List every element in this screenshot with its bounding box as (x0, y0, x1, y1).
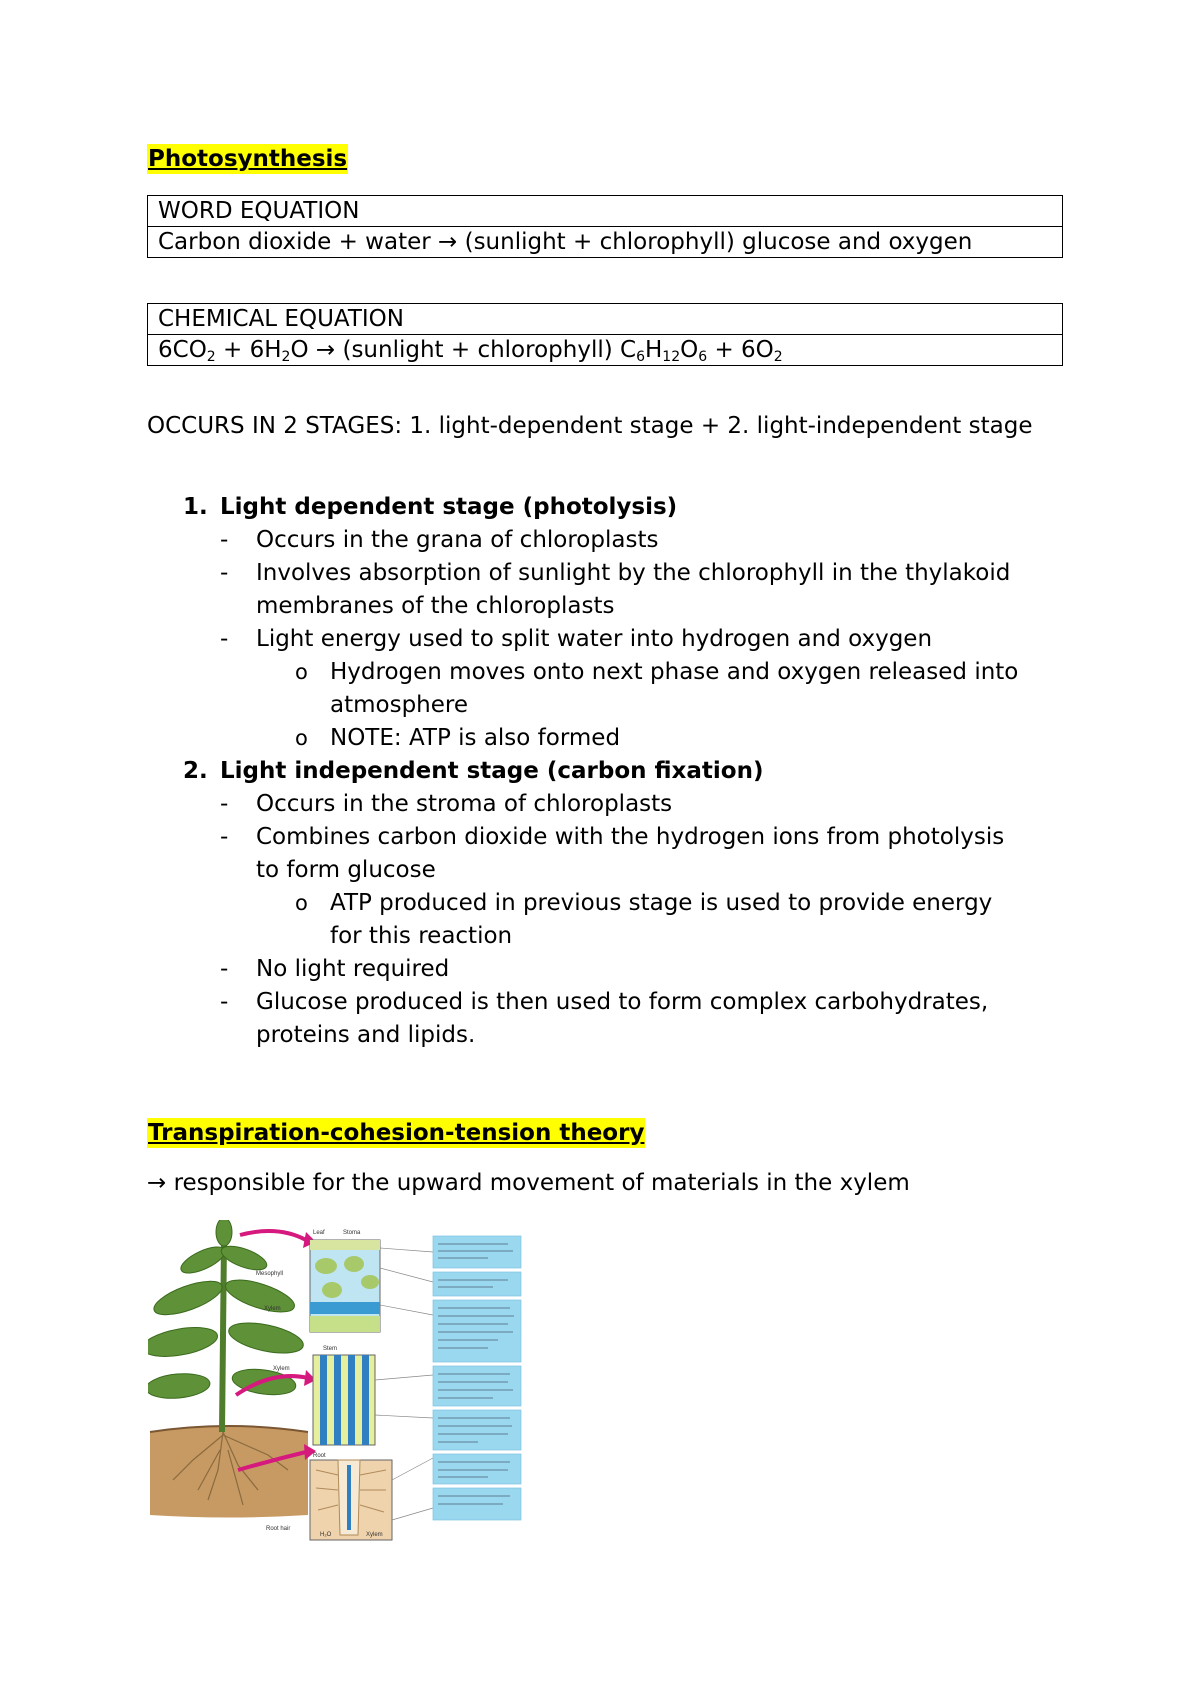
stage1-bullet: Light energy used to split water into hydrogen and oxygen (256, 626, 933, 652)
stage2-bullet-cont: proteins and lipids. (256, 1022, 476, 1048)
figure-label-xylem: Xylem (273, 1366, 290, 1372)
chemical-equation-table (147, 303, 1063, 366)
stage2-sub-bullet: ATP produced in previous stage is used to provide energy (330, 890, 993, 916)
soil-shape (150, 1426, 308, 1518)
stage2-bullet: Combines carbon dioxide with the hydrogen ions from photolysis (256, 824, 1005, 850)
figure-label-stoma: Stoma (343, 1230, 361, 1236)
stage1-number: 1. (183, 494, 208, 520)
transpiration-diagram (148, 1220, 528, 1542)
bullet-marker: - (220, 560, 229, 586)
transpiration-description: → responsible for the upward movement of materials in the xylem (147, 1170, 910, 1196)
transpiration-heading: Transpiration-cohesion-tension theory (148, 1120, 645, 1146)
stage1-sub-bullet-cont: atmosphere (330, 692, 468, 718)
figure-label-xylem: Xylem (366, 1532, 383, 1538)
figure-label-stem: Stem (323, 1346, 338, 1352)
stage1-title: Light dependent stage (photolysis) (220, 494, 678, 520)
figure-label-mesophyll: Mesophyll (256, 1271, 284, 1277)
word-equation-table (147, 195, 1063, 258)
bullet-marker: - (220, 626, 229, 652)
sub-bullet-marker: o (295, 726, 308, 750)
bullet-marker: - (220, 956, 229, 982)
stage2-sub-bullet-cont: for this reaction (330, 923, 513, 949)
sub-bullet-marker: o (295, 660, 308, 684)
stage2-bullet: No light required (256, 956, 450, 982)
photosynthesis-heading: Photosynthesis (148, 146, 348, 172)
stage2-bullet: Glucose produced is then used to form complex carbohydrates, (256, 989, 989, 1015)
chemical-equation-label: CHEMICAL EQUATION (158, 306, 404, 332)
figure-label-root-hair: Root hair (266, 1526, 291, 1532)
stage2-bullet-cont: to form glucose (256, 857, 436, 883)
stage1-bullet-cont: membranes of the chloroplasts (256, 593, 615, 619)
figure-label-water: H₂O (320, 1532, 332, 1538)
sub-bullet-marker: o (295, 891, 308, 915)
word-equation-label: WORD EQUATION (158, 198, 360, 224)
stage2-number: 2. (183, 758, 208, 784)
bullet-marker: - (220, 791, 229, 817)
figure-label-xylem: Xylem (264, 1306, 281, 1312)
figure-label-leaf: Leaf (313, 1230, 325, 1236)
figure-label-root: Root (313, 1453, 326, 1459)
bullet-marker: - (220, 824, 229, 850)
stage2-title: Light independent stage (carbon fixation) (220, 758, 764, 784)
stage1-bullet: Occurs in the grana of chloroplasts (256, 527, 659, 553)
leaves-icon (148, 1220, 306, 1401)
word-equation-text: Carbon dioxide + water → (sunlight + chlorophyll) glucose and oxygen (148, 226, 1062, 257)
stage1-sub-bullet: Hydrogen moves onto next phase and oxygen released into (330, 659, 1019, 685)
stages-intro: OCCURS IN 2 STAGES: 1. light-dependent stage + 2. light-independent stage (147, 413, 1033, 439)
chemical-equation-text: $6CO_2 + 6H_2O$ → (sunlight + chlorophyll) $C_6H_{12}O_6 + 6O_2$ (148, 334, 1062, 365)
stage1-bullet: Involves absorption of sunlight by the chlorophyll in the thylakoid (256, 560, 1011, 586)
bullet-marker: - (220, 527, 229, 553)
stage1-sub-bullet: NOTE: ATP is also formed (330, 725, 621, 751)
plant-stem-icon (222, 1240, 224, 1432)
bullet-marker: - (220, 989, 229, 1015)
stage2-bullet: Occurs in the stroma of chloroplasts (256, 791, 673, 817)
